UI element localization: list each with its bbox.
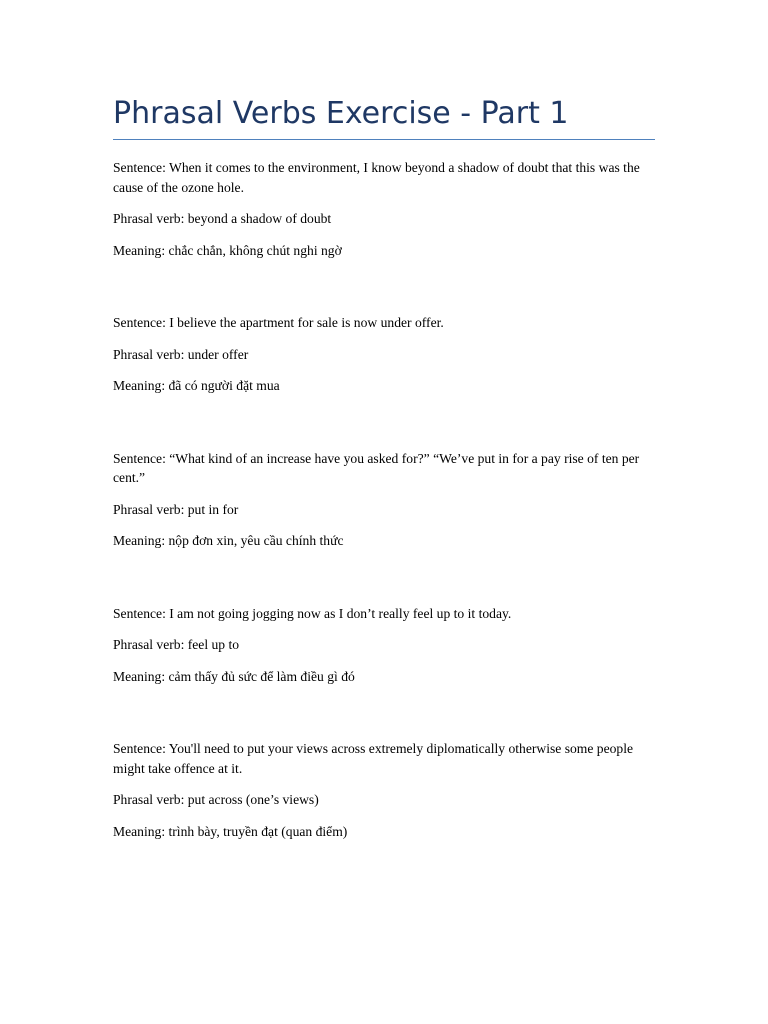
meaning-text: Meaning: chắc chắn, không chút nghi ngờ [113, 242, 342, 258]
sentence-text: Sentence: I believe the apartment for sale is now under offer. [113, 315, 444, 330]
document-title: Phrasal Verbs Exercise - Part 1 [113, 96, 569, 131]
phrasal-verb-text: Phrasal verb: feel up to [113, 637, 240, 652]
phrasal-verb-text: Phrasal verb: under offer [113, 346, 249, 362]
exercise-entry [113, 313, 657, 396]
meaning-text: Meaning: nộp đơn xin, yêu cầu chính thức [113, 533, 344, 548]
sentence-text: Sentence: I am not going jogging now as I don’t really feel up to it today. [113, 605, 512, 621]
phrasal-verb-text: Phrasal verb: put across (one’s views) [113, 792, 319, 807]
exercise-entry [113, 449, 657, 551]
title-underline [113, 139, 655, 140]
meaning-text: Meaning: trình bày, truyền đạt (quan điểm) [113, 823, 348, 839]
exercise-entry [113, 739, 657, 841]
exercise-entry [113, 604, 657, 687]
sentence-text: Sentence: “What kind of an increase have you asked for?” “We’ve put in for a pay rise of ten per cent.” [113, 450, 640, 485]
phrasal-verb-text: Phrasal verb: put in for [113, 501, 239, 517]
phrasal-verb-text: Phrasal verb: beyond a shadow of doubt [113, 211, 332, 226]
exercise-list [113, 158, 657, 894]
sentence-text: Sentence: When it comes to the environment, I know beyond a shadow of doubt that this was the cause of the ozone hole. [113, 160, 640, 195]
sentence-text: Sentence: You'll need to put your views across extremely diplomatically otherwise some people might take offence at it. [113, 741, 634, 776]
meaning-text: Meaning: cảm thấy đủ sức để làm điều gì đó [113, 668, 355, 684]
meaning-text: Meaning: đã có người đặt mua [113, 378, 280, 393]
exercise-entry [113, 158, 657, 260]
